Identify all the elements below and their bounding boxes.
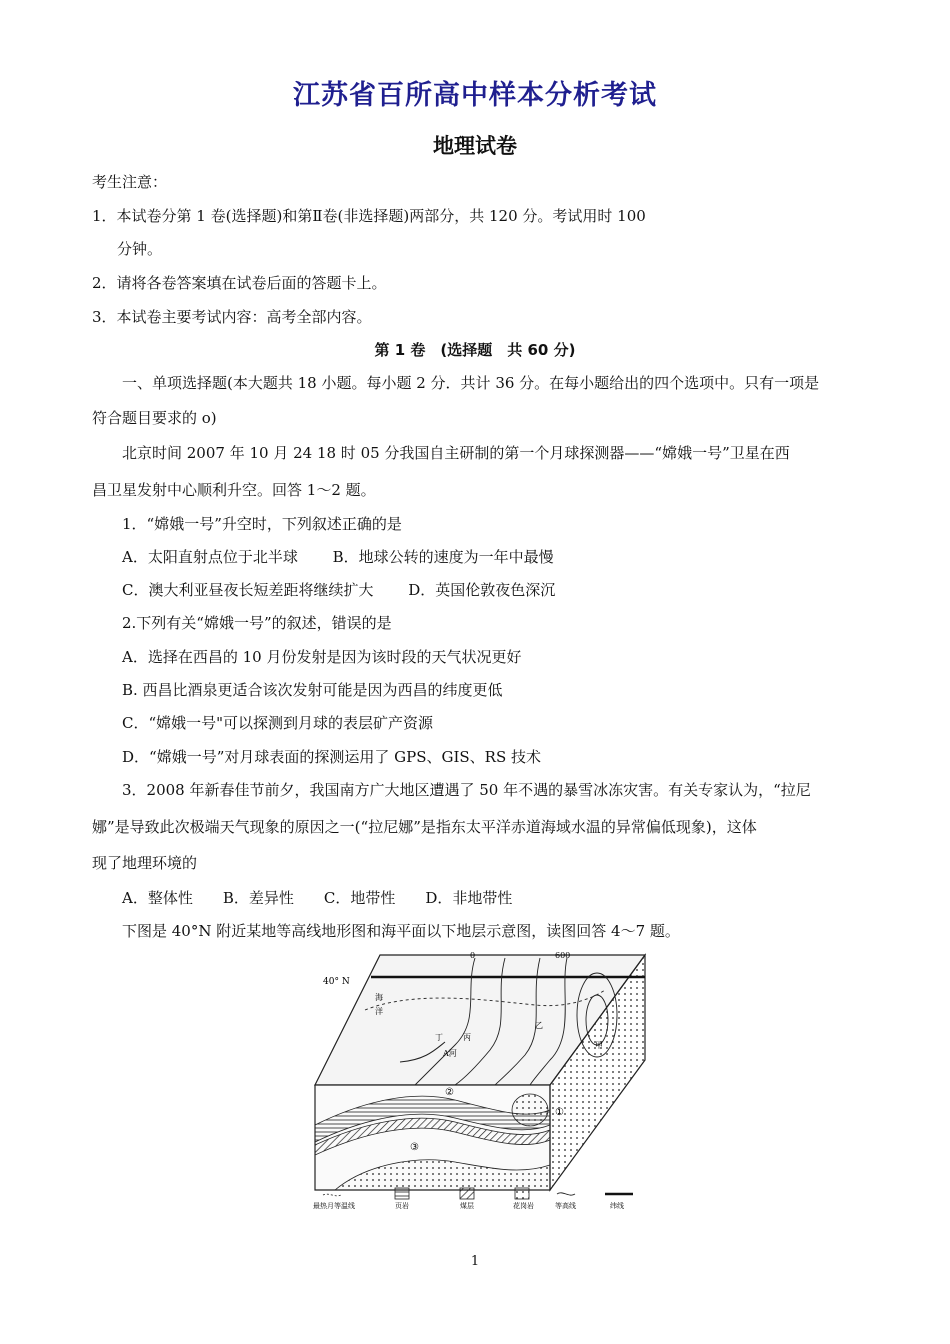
legend-contour: 等高线 (555, 1202, 576, 1210)
section-intro: 符合题目要求的 o) (92, 409, 217, 427)
legend-shale: 页岩 (395, 1202, 409, 1210)
legend-coal: 煤层 (460, 1202, 474, 1210)
question-options: A．整体性 B．差异性 C．地带性 D．非地带性 (122, 889, 513, 907)
question-option: A．选择在西昌的 10 月份发射是因为该时段的天气状况更好 (122, 648, 522, 666)
marker-label: ① (555, 1107, 564, 1118)
point-label: 乙 (535, 1021, 543, 1030)
question-stem: 2.下列有关“嫦娥一号”的叙述，错误的是 (122, 614, 392, 632)
marker-label: ③ (410, 1142, 419, 1153)
river-label: A河 (443, 1049, 457, 1058)
sea-label: 海 (375, 993, 383, 1002)
question-option: C．“嫦娥一号"可以探测到月球的表层矿产资源 (122, 714, 434, 732)
legend-granite: 花岗岩 (513, 1202, 534, 1210)
question-options: C．澳大利亚昼夜长短差距将继续扩大 D．英国伦敦夜色深沉 (122, 581, 556, 599)
legend-latitude: 纬线 (610, 1202, 624, 1210)
page-title: 江苏省百所高中样本分析考试 (293, 80, 657, 111)
legend-isotherm: 最热月等温线 (313, 1202, 355, 1210)
sea-label: 洋 (375, 1007, 383, 1016)
passage-text: 北京时间 2007 年 10 月 24 18 时 05 分我国自主研制的第一个月球探测器——“嫦娥一号”卫星在西 (122, 444, 790, 462)
terrain-block-diagram (305, 950, 650, 1212)
question-stem: 娜”是导致此次极端天气现象的原因之一(“拉尼娜”是指东太平洋赤道海域水温的异常偏低现象)，这体 (92, 818, 757, 836)
notice-item: 2．请将各卷答案填在试卷后面的答题卡上。 (92, 274, 387, 292)
page-number: 1 (470, 1254, 480, 1269)
question-stem: 3．2008 年新春佳节前夕，我国南方广大地区遭遇了 50 年不遇的暴雪冰冻灾害。有关专家认为，“拉尼 (122, 781, 811, 799)
granite-intrusion (512, 1094, 548, 1126)
contour-label: 0 (470, 951, 476, 960)
marker-label: ② (445, 1087, 454, 1098)
point-label: 丙 (463, 1033, 471, 1042)
question-stem: 1．“嫦娥一号”升空时，下列叙述正确的是 (122, 515, 402, 533)
question-stem: 现了地理环境的 (92, 854, 198, 872)
section-heading: 第 1 卷 (选择题 共 60 分) (374, 341, 576, 359)
contour-label: 600 (555, 951, 571, 960)
notice-heading: 考生注意： (92, 173, 168, 191)
question-option: B. 西昌比酒泉更适合该次发射可能是因为西昌的纬度更低 (122, 681, 503, 699)
notice-item: 分钟。 (117, 240, 163, 258)
notice-item: 3．本试卷主要考试内容：高考全部内容。 (92, 308, 372, 326)
lat-label: 40° N (323, 977, 350, 987)
question-option: D．“嫦娥一号”对月球表面的探测运用了 GPS、GIS、RS 技术 (122, 748, 542, 766)
point-label: 甲 (595, 1041, 603, 1050)
figure-intro: 下图是 40°N 附近某地等高线地形图和海平面以下地层示意图，读图回答 4～7 题。 (122, 922, 680, 940)
point-label: 丁 (435, 1033, 443, 1042)
passage-text: 昌卫星发射中心顺利升空。回答 1～2 题。 (92, 481, 376, 499)
question-options: A．太阳直射点位于北半球 B．地球公转的速度为一年中最慢 (122, 548, 554, 566)
notice-item: 1．本试卷分第 1 卷(选择题)和第Ⅱ卷(非选择题)两部分，共 120 分。考试用时 100 (92, 207, 646, 225)
page-subtitle: 地理试卷 (433, 134, 517, 158)
section-intro: 一、单项选择题(本大题共 18 小题。每小题 2 分．共计 36 分。在每小题给出的四个选项中。只有一项是 (122, 374, 820, 392)
